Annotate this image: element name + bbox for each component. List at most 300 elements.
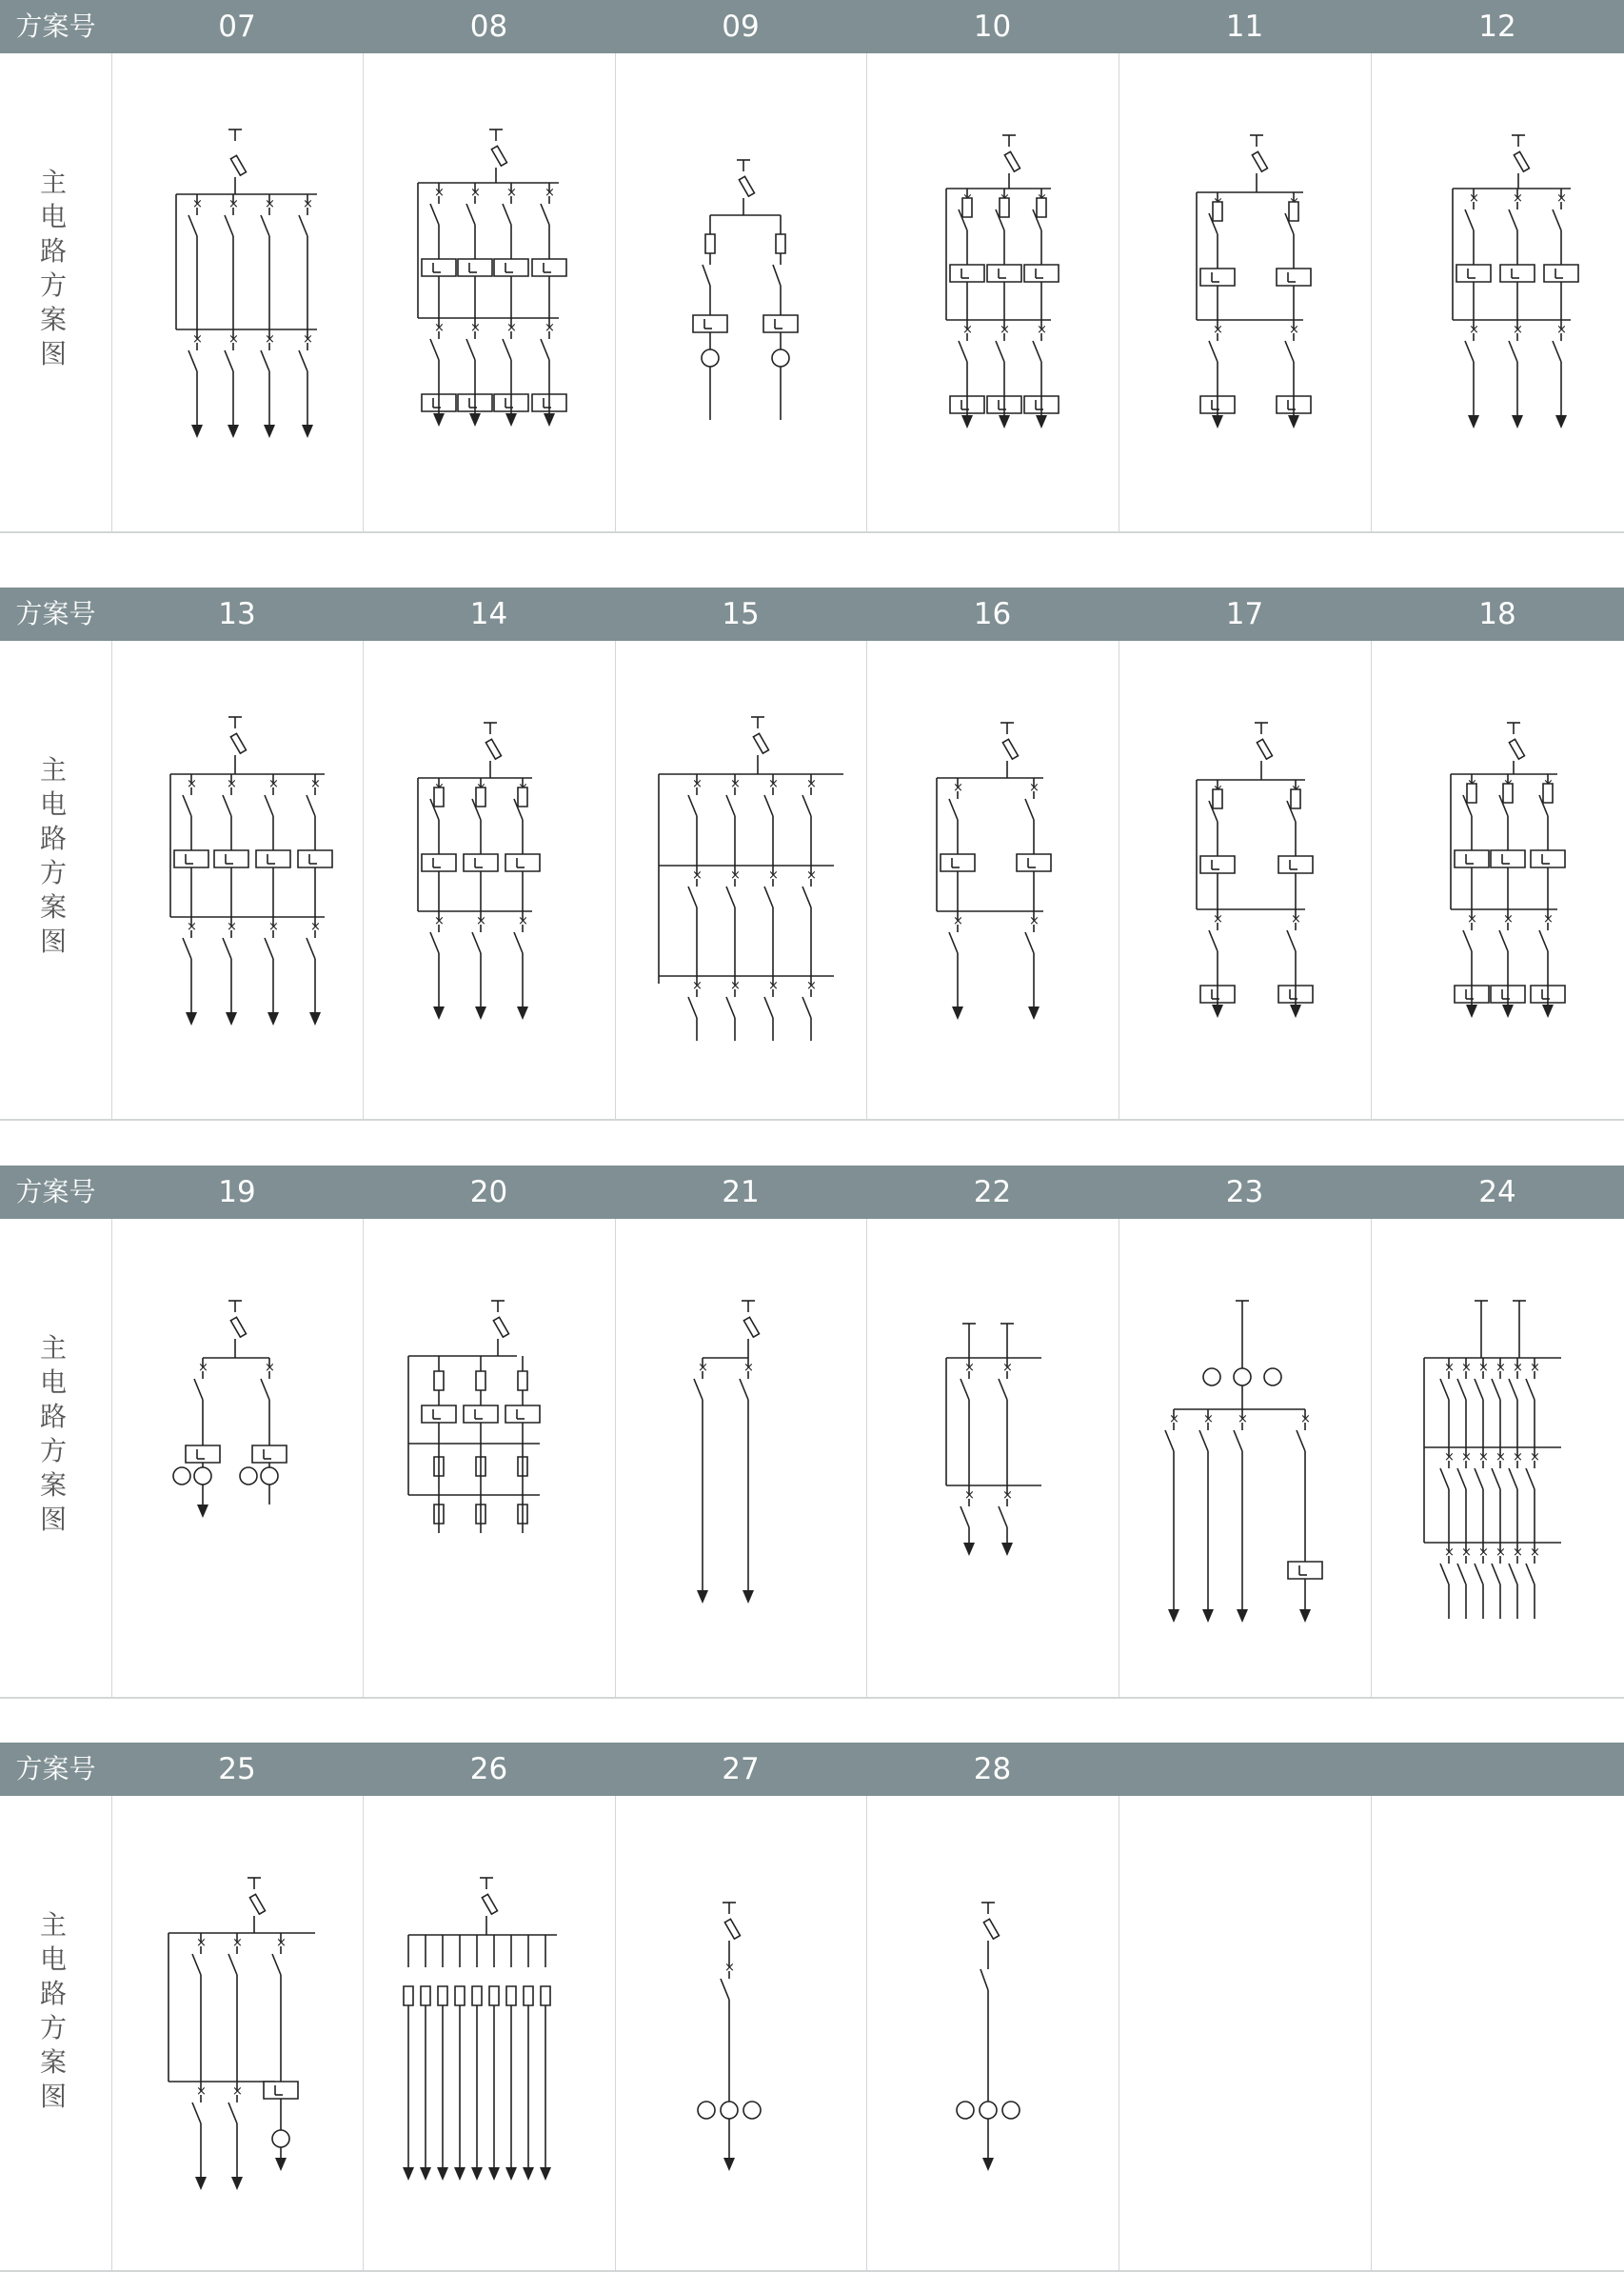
header-row: [0, 1166, 1624, 1219]
contactor-body: [1288, 1562, 1322, 1579]
earth-terminal-symbol: [1002, 135, 1016, 147]
current-transformer-symbol: [194, 1467, 211, 1485]
outgoing-arrow-symbol: [723, 2158, 735, 2171]
circuit-breaker-symbol: [1509, 320, 1523, 387]
contactor-body: [693, 315, 727, 332]
wire: [541, 204, 549, 225]
fuse-switch-symbol: [493, 1317, 508, 1337]
arrow-head: [1468, 415, 1479, 428]
svg-text:×: ×: [953, 914, 963, 928]
circuit-breaker-symbol: [764, 976, 779, 1041]
wire: [503, 204, 511, 225]
outgoing-arrow-symbol: [275, 2158, 287, 2171]
svg-text:×: ×: [268, 777, 279, 791]
scheme-diagram-cell: [1119, 53, 1371, 533]
fuse-switch-symbol: [1514, 151, 1529, 171]
scheme-number: 21: [722, 1175, 760, 1209]
svg-text:×: ×: [1461, 1361, 1472, 1375]
circuit-breaker-symbol: [961, 1485, 975, 1543]
circuit-breaker-symbol: [740, 1358, 754, 1590]
wire: [1234, 1430, 1242, 1451]
circuit-breaker-symbol: [694, 1358, 708, 1590]
arrow-head: [454, 2167, 465, 2181]
contactor-symbol: [422, 1405, 456, 1423]
wire: [1509, 1468, 1517, 1489]
svg-text:×: ×: [276, 1936, 287, 1950]
outgoing-arrow-symbol: [231, 2177, 243, 2190]
wire: [1025, 799, 1034, 820]
wire: [961, 1379, 969, 1400]
outgoing-arrow-symbol: [952, 1006, 963, 1020]
svg-text:×: ×: [953, 781, 963, 795]
earth-terminal-symbol: [751, 717, 764, 728]
svg-text:×: ×: [303, 332, 313, 347]
earth-terminal-symbol: [489, 130, 503, 141]
scheme-number: 14: [469, 597, 508, 631]
svg-text:×: ×: [198, 1361, 208, 1375]
earth-terminal-symbol: [228, 1301, 242, 1312]
circuit-diagram: [111, 53, 363, 533]
svg-text:×: ×: [1444, 1545, 1455, 1560]
wire: [721, 1979, 729, 2000]
scheme-number: 16: [973, 597, 1012, 631]
svg-text:×: ×: [1029, 914, 1040, 928]
circuit-breaker-symbol: [1509, 189, 1523, 320]
wire: [188, 215, 197, 236]
arrow-head: [471, 2167, 483, 2181]
fuse-switch-symbol: [1252, 151, 1267, 171]
svg-text:×: ×: [692, 868, 703, 883]
circuit-diagram: [111, 1796, 363, 2272]
contactor-body: [941, 854, 975, 871]
fuse-switch-symbol: [1002, 739, 1018, 759]
fuse-switch-symbol: [724, 1919, 740, 1939]
current-transformer-symbol: [1234, 1368, 1251, 1385]
arrow-head: [1202, 1609, 1214, 1623]
wire: [688, 795, 697, 816]
current-transformer-symbol: [957, 2102, 974, 2119]
scheme-diagram-cell: [111, 1796, 363, 2272]
earth-terminal-symbol: [1513, 1301, 1526, 1312]
wire: [188, 350, 197, 371]
outgoing-arrow-symbol: [1299, 1609, 1311, 1623]
scheme-number: 22: [973, 1175, 1012, 1209]
fuse-body: [518, 787, 527, 807]
wire: [802, 997, 811, 1018]
earth-terminal-symbol: [480, 1878, 493, 1889]
circuit-breaker-symbol: [802, 866, 817, 976]
circuit-breaker-symbol: [192, 1933, 207, 2082]
fuse-body: [1467, 784, 1476, 803]
circuit-breaker-symbol: [802, 774, 817, 866]
fuse-symbol: [1289, 202, 1298, 221]
fuse-symbol: [434, 787, 444, 807]
wire: [192, 1954, 201, 1975]
wire: [265, 938, 273, 959]
wire: [726, 887, 735, 907]
fuse-switch-symbol: [249, 1894, 265, 1914]
outgoing-arrow-symbol: [471, 2167, 483, 2181]
arrow-head: [469, 413, 481, 427]
fuse-body: [1037, 198, 1046, 217]
earth-terminal-symbol: [1000, 723, 1014, 734]
arrow-head: [999, 415, 1010, 428]
svg-text:×: ×: [470, 186, 481, 200]
outgoing-arrow-symbol: [999, 415, 1010, 428]
outgoing-arrow-symbol: [1168, 1609, 1179, 1623]
arrow-head: [1466, 1005, 1477, 1018]
arrow-head: [191, 425, 203, 438]
arrow-head: [403, 2167, 414, 2181]
wire: [307, 795, 315, 816]
contactor-body: [1456, 265, 1491, 282]
outgoing-arrow-symbol: [469, 413, 481, 427]
circuit-breaker-symbol: [1492, 1447, 1506, 1543]
contactor-body: [950, 265, 984, 282]
outgoing-arrow-symbol: [697, 1590, 708, 1604]
wire: [466, 339, 475, 360]
row-label: 主 电 路 方 案 图: [39, 1332, 67, 1535]
circuit-breaker-symbol: [949, 778, 963, 911]
circuit-breaker-symbol: [225, 329, 239, 396]
arrow-head: [275, 2158, 287, 2171]
wire: [225, 215, 233, 236]
fuse-body: [482, 1894, 497, 1914]
earth-terminal-symbol: [723, 1903, 736, 1914]
wire: [1457, 1379, 1466, 1400]
outgoing-arrow-symbol: [433, 413, 445, 427]
ct-circle: [272, 2130, 289, 2147]
scheme-number: 27: [722, 1752, 760, 1786]
arrow-head: [1212, 415, 1223, 428]
circuit-breaker-symbol: [307, 917, 321, 984]
contactor-body: [264, 2082, 298, 2099]
svg-text:×: ×: [518, 914, 528, 928]
arrow-head: [267, 1012, 279, 1026]
contactor-symbol: [174, 850, 208, 867]
scheme-diagram-cell: [615, 1796, 866, 2272]
svg-text:×: ×: [743, 1361, 754, 1375]
fuse-symbol: [518, 1371, 527, 1390]
svg-text:×: ×: [1543, 912, 1554, 927]
arrow-head: [952, 1006, 963, 1020]
fuse-symbol: [421, 1986, 430, 2005]
arrow-head: [1288, 415, 1299, 428]
svg-text:×: ×: [1461, 1545, 1472, 1560]
contactor-symbol: [186, 1445, 220, 1463]
circuit-breaker-symbol: [959, 320, 973, 387]
contactor-symbol: [941, 854, 975, 871]
svg-text:×: ×: [768, 868, 779, 883]
arrow-head: [1555, 415, 1567, 428]
scheme-diagram-cell: [363, 641, 615, 1121]
wire: [1463, 930, 1472, 951]
arrow-head: [302, 425, 313, 438]
outgoing-arrow-symbol: [1212, 1005, 1223, 1018]
fuse-switch-symbol: [739, 176, 754, 196]
svg-text:×: ×: [310, 777, 321, 791]
wire: [1509, 1564, 1517, 1584]
fuse-body: [455, 1986, 465, 2005]
arrow-head: [1512, 415, 1523, 428]
contactor-symbol: [214, 850, 248, 867]
svg-text:×: ×: [1530, 1545, 1540, 1560]
contactor-body: [1531, 850, 1565, 867]
contactor-symbol: [264, 2082, 298, 2099]
contactor-body: [763, 315, 798, 332]
wire: [688, 887, 697, 907]
fuse-body: [1002, 739, 1018, 759]
svg-text:×: ×: [545, 321, 555, 335]
wire: [703, 265, 710, 286]
fuse-symbol: [1467, 784, 1476, 803]
outgoing-arrow-symbol: [961, 415, 973, 428]
outgoing-arrow-symbol: [1502, 1005, 1514, 1018]
wire: [1509, 209, 1517, 230]
wire: [999, 1379, 1007, 1400]
header-row: [0, 588, 1624, 641]
scheme-number: 18: [1478, 597, 1516, 631]
row-label: 主 电 路 方 案 图: [39, 1909, 67, 2112]
outgoing-arrow-symbol: [226, 1012, 237, 1026]
outgoing-arrow-symbol: [523, 2167, 534, 2181]
svg-text:×: ×: [1002, 1361, 1013, 1375]
header-label: 方案号: [15, 10, 96, 42]
scheme-diagram-cell: [866, 641, 1119, 1121]
ct-circle: [721, 2102, 738, 2119]
wire: [1297, 1430, 1305, 1451]
ct-circle: [261, 1467, 278, 1485]
circuit-breaker-symbol: [688, 866, 703, 976]
svg-text:×: ×: [1478, 1450, 1489, 1465]
contactor-symbol: [458, 259, 492, 276]
wire: [466, 204, 475, 225]
wire: [1033, 341, 1041, 362]
scheme-number: 13: [218, 597, 256, 631]
fuse-symbol: [489, 1986, 499, 2005]
fuse-switch-symbol: [983, 1919, 999, 1939]
scheme-diagram-cell: [866, 1219, 1119, 1699]
outgoing-arrow-symbol: [505, 2167, 517, 2181]
scheme-diagram-cell: [866, 1796, 1119, 2272]
wire: [1465, 209, 1474, 230]
fuse-body: [753, 733, 768, 753]
scheme-number: 20: [469, 1175, 508, 1209]
outgoing-arrow-symbol: [982, 2158, 994, 2171]
circuit-breaker-symbol: [1199, 1409, 1214, 1609]
svg-text:×: ×: [962, 323, 973, 337]
header-row: [0, 0, 1624, 53]
wire: [961, 1506, 969, 1527]
wire: [272, 1954, 281, 1975]
wire: [183, 795, 191, 816]
wire: [726, 997, 735, 1018]
circuit-diagram: [866, 53, 1119, 533]
circuit-breaker-symbol: [299, 329, 313, 396]
fuse-body: [485, 739, 501, 759]
svg-text:×: ×: [692, 777, 703, 791]
ct-circle: [1203, 1368, 1220, 1385]
arrow-head: [420, 2167, 431, 2181]
fuse-symbol: [472, 1986, 482, 2005]
circuit-breaker-symbol: [299, 194, 313, 329]
contactor-body: [1024, 265, 1059, 282]
svg-text:×: ×: [768, 979, 779, 993]
outgoing-arrow-symbol: [488, 2167, 500, 2181]
fuse-body: [743, 1317, 759, 1337]
circuit-breaker-symbol: [1463, 909, 1477, 976]
circuit-breaker-symbol: [1553, 320, 1567, 387]
fuse-body: [438, 1986, 447, 2005]
wire: [1199, 1430, 1208, 1451]
circuit-breaker-symbol: [228, 2082, 243, 2177]
contactor-body: [532, 259, 566, 276]
circuit-breaker-symbol: [183, 774, 197, 917]
svg-text:×: ×: [1291, 912, 1301, 927]
wire: [773, 265, 781, 286]
fuse-body: [434, 787, 444, 807]
circuit-breaker-symbol: [1209, 909, 1223, 976]
arrow-head: [433, 1006, 445, 1020]
svg-text:×: ×: [1461, 1450, 1472, 1465]
svg-text:×: ×: [1469, 191, 1479, 206]
circuit-breaker-symbol: [1033, 320, 1047, 387]
circuit-diagram: [1119, 53, 1371, 533]
wire: [999, 1506, 1007, 1527]
svg-text:×: ×: [232, 2084, 243, 2099]
svg-text:×: ×: [187, 920, 197, 934]
wire: [307, 938, 315, 959]
svg-text:×: ×: [964, 1361, 975, 1375]
svg-text:×: ×: [1300, 1412, 1311, 1426]
current-transformer-symbol: [1203, 1368, 1220, 1385]
outgoing-arrow-symbol: [1555, 415, 1567, 428]
svg-text:×: ×: [303, 197, 313, 211]
circuit-diagram: [1371, 1219, 1624, 1699]
contactor-body: [494, 259, 528, 276]
svg-text:×: ×: [806, 979, 817, 993]
contactor-symbol: [1491, 850, 1525, 867]
circuit-breaker-symbol: [1025, 778, 1040, 911]
fuse-body: [541, 1986, 550, 2005]
arrow-head: [697, 1590, 708, 1604]
outgoing-arrow-symbol: [475, 1006, 486, 1020]
fuse-body: [421, 1986, 430, 2005]
contactor-body: [458, 259, 492, 276]
fuse-body: [476, 1371, 485, 1390]
contactor-body: [252, 1445, 287, 1463]
arrow-head: [505, 2167, 517, 2181]
current-transformer-symbol: [702, 349, 719, 367]
outgoing-arrow-symbol: [228, 425, 239, 438]
circuit-breaker-symbol: [1285, 320, 1299, 387]
circuit-breaker-symbol: [721, 1958, 735, 2158]
svg-text:×: ×: [228, 332, 239, 347]
contactor-body: [1277, 269, 1311, 286]
scheme-diagram-cell: [615, 641, 866, 1121]
outgoing-arrow-symbol: [433, 1006, 445, 1020]
outgoing-arrow-symbol: [1468, 415, 1479, 428]
earth-terminal-symbol: [981, 1903, 995, 1914]
fuse-body: [434, 1371, 444, 1390]
circuit-breaker-symbol: [430, 318, 445, 385]
circuit-breaker-symbol: [1209, 320, 1223, 387]
svg-text:×: ×: [192, 197, 203, 211]
contactor-body: [1278, 856, 1313, 873]
scheme-number: 19: [218, 1175, 256, 1209]
fuse-body: [1000, 198, 1009, 217]
circuit-breaker-symbol: [1025, 911, 1040, 978]
contactor-body: [1491, 850, 1525, 867]
wire: [1553, 341, 1561, 362]
ct-circle: [194, 1467, 211, 1485]
contactor-body: [1200, 856, 1235, 873]
earth-terminal-symbol: [1475, 1301, 1488, 1312]
circuit-breaker-symbol: [1440, 1358, 1455, 1447]
circuit-breaker-symbol: [1499, 909, 1514, 976]
svg-text:×: ×: [434, 186, 445, 200]
wire: [688, 997, 697, 1018]
circuit-breaker-symbol: [764, 866, 779, 976]
contactor-symbol: [1200, 856, 1235, 873]
circuit-breaker-symbol: [688, 976, 703, 1041]
fuse-switch-symbol: [230, 1317, 246, 1337]
fuse-body: [724, 1919, 740, 1939]
earth-terminal-symbol: [737, 160, 750, 171]
wire: [1553, 209, 1561, 230]
wire: [1475, 1379, 1483, 1400]
wire: [541, 339, 549, 360]
fuse-body: [1213, 789, 1222, 808]
ct-circle: [980, 2102, 997, 2119]
circuit-diagram: [111, 1219, 363, 1699]
scheme-diagram-cell: [111, 1219, 363, 1699]
wire: [472, 932, 481, 953]
svg-text:×: ×: [187, 777, 197, 791]
fuse-symbol: [524, 1986, 533, 2005]
circuit-breaker-symbol: [223, 917, 237, 984]
fuse-body: [404, 1986, 413, 2005]
ct-circle: [702, 349, 719, 367]
outgoing-arrow-symbol: [191, 425, 203, 438]
wire: [503, 339, 511, 360]
contactor-body: [186, 1445, 220, 1463]
fuse-body: [506, 1986, 516, 2005]
isolator-symbol: [980, 1958, 988, 2158]
contactor-body: [464, 854, 498, 871]
circuit-breaker-symbol: [1465, 189, 1479, 320]
wire: [261, 1379, 269, 1400]
circuit-breaker-symbol: [472, 911, 486, 978]
wire: [1526, 1564, 1535, 1584]
earth-terminal-symbol: [484, 723, 497, 734]
scheme-number: 09: [722, 10, 760, 44]
header-label: 方案号: [15, 1753, 96, 1784]
outgoing-arrow-symbol: [1202, 1609, 1214, 1623]
wire: [802, 887, 811, 907]
wire: [802, 795, 811, 816]
circuit-breaker-symbol: [223, 774, 237, 917]
fuse-symbol: [962, 198, 972, 217]
fuse-body: [1289, 202, 1298, 221]
circuit-diagram: [615, 641, 866, 1121]
svg-text:×: ×: [1238, 1412, 1248, 1426]
scheme-diagram-cell: [866, 53, 1119, 533]
arrow-head: [309, 1012, 321, 1026]
wire: [183, 938, 191, 959]
wire: [299, 215, 307, 236]
scheme-diagram-cell: [111, 641, 363, 1121]
